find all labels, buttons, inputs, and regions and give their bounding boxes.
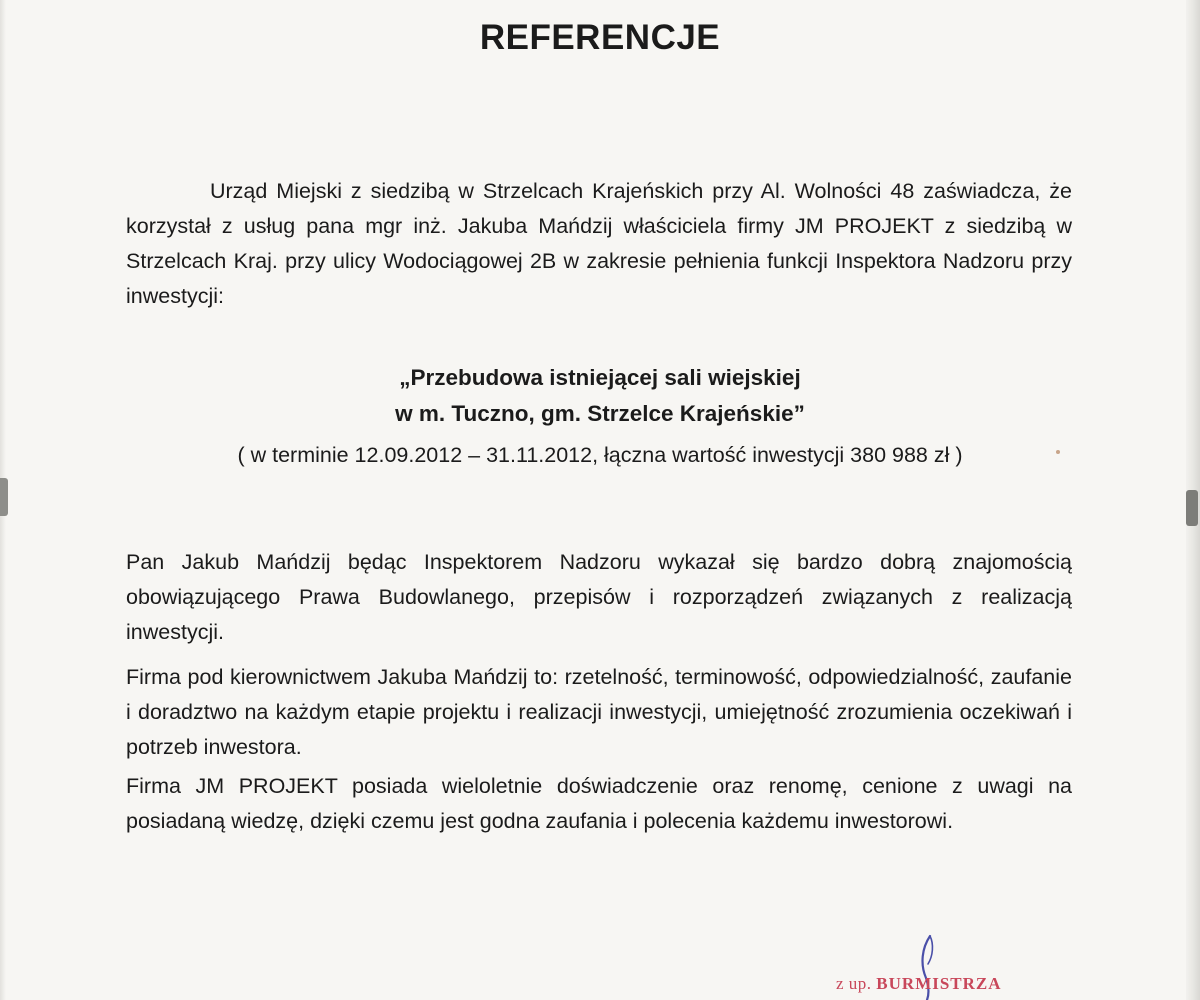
stamp-prefix: z up. — [836, 974, 872, 993]
stamp-title: BURMISTRZA — [876, 974, 1002, 993]
document-title: REFERENCJE — [479, 18, 721, 57]
company-paragraph: Firma pod kierownictwem Jakuba Mańdzij to: rzetelność, terminowość, odpowiedzialność, zaufanie i doradztwo na każdym etapie projektu i realizacji inwestycji, umiejętność zrozumienia oczekiwań i potrzeb inwestora. — [126, 665, 1072, 759]
knowledge-paragraph: Pan Jakub Mańdzij będąc Inspektorem Nadzoru wykazał się bardzo dobrą znajomością obowiązującego Prawa Budowlanego, przepisów i rozporządzeń związanych z realizacją inwestycji. — [126, 550, 1072, 644]
binder-clip-right — [1186, 490, 1198, 526]
project-name-line-1: „Przebudowa istniejącej sali wiejskiej — [399, 365, 801, 390]
project-term: ( w terminie 12.09.2012 – 31.11.2012, łączna wartość inwestycji 380 988 zł ) — [237, 443, 963, 467]
official-stamp — [836, 974, 1002, 994]
experience-paragraph: Firma JM PROJEKT posiada wieloletnie doświadczenie oraz renomę, cenione z uwagi na posiadaną wiedzę, dzięki czemu jest godna zaufania i polecenia każdemu inwestorowi. — [126, 774, 1072, 833]
intro-paragraph: Urząd Miejski z siedzibą w Strzelcach Krajeńskich przy Al. Wolności 48 zaświadcza, że korzystał z usług pana mgr inż. Jakuba Mańdzij właściciela firmy JM PROJEKT z siedzibą w Strzelcach Kraj. przy ulicy Wodociągowej 2B w zakresie pełnienia funkcji Inspektora Nadzoru przy inwestycji: — [126, 179, 1072, 308]
binder-clip-left — [0, 478, 8, 516]
project-name-line-2: w m. Tuczno, gm. Strzelce Krajeńskie” — [395, 401, 805, 426]
